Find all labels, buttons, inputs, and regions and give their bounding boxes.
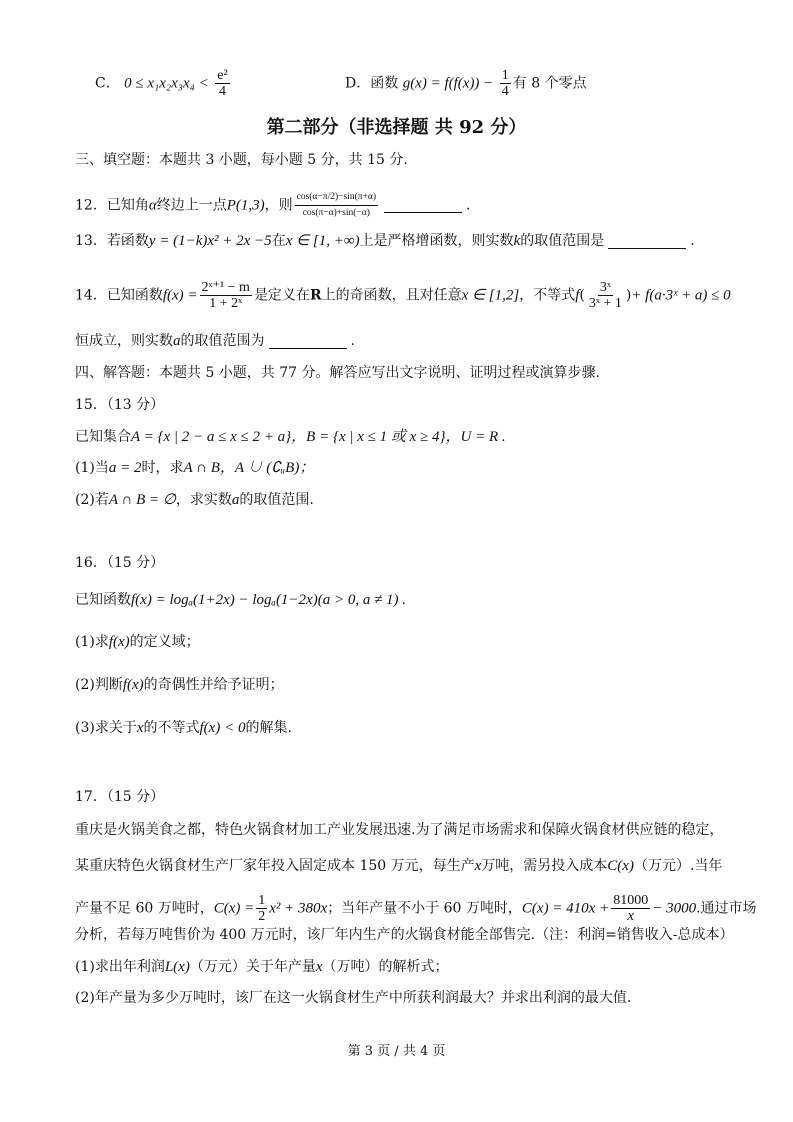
denominator: 4: [218, 84, 226, 99]
math-expr: 0 ≤ x₁x₂x₃x₄ <: [124, 75, 209, 92]
text: (1)求出年利润: [75, 959, 165, 975]
math: x ∈ [1,2]: [461, 287, 520, 304]
question-15-part1: [75, 458, 314, 478]
fraction: [200, 280, 252, 311]
text: ，不等式: [519, 287, 576, 304]
math: R: [309, 287, 322, 304]
numerator: 2ˣ⁺¹ − m: [201, 280, 250, 295]
text: 是定义在: [253, 287, 310, 304]
math: x: [136, 720, 144, 736]
text: .: [350, 333, 355, 349]
math: L(x): [164, 959, 190, 975]
numerator: 1: [501, 68, 509, 83]
math: f(x) =: [162, 287, 198, 304]
question-14: 14．已知函数f(x) = $\frac{\text{2ˣ⁺¹ − m}}{\text{1 + 2ˣ}}$ 是定义在R上的奇函数，且对任意x ∈ [1,2]，不等式f( $\frac{\text{3ˣ}}{\text{3ˣ + 1}}$ )+ f(a·3ˣ + a) ≤ 0: [75, 280, 731, 311]
math: f(x) < 0: [199, 720, 246, 736]
text: (2)若: [75, 492, 109, 508]
denominator: x: [627, 908, 635, 924]
question-17-title: 17．（15 分）: [75, 789, 165, 805]
math: A = {x | 2 − a ≤ x ≤ 2 + a}，B = {x | x ≤ 1 或 x ≥ 4}，U = R .: [131, 429, 506, 445]
text: （万元）关于年产量: [189, 959, 316, 975]
question-15-stem: [75, 427, 506, 447]
math: x: [474, 858, 482, 874]
text: 恒成立，则实数: [75, 333, 173, 349]
text: (1)当: [75, 460, 109, 476]
math: f(x): [122, 677, 144, 693]
math: A ∩ B，A ∪ (∁ᵤB)；: [183, 460, 315, 476]
math: x: [315, 959, 323, 975]
option-d: [345, 68, 587, 99]
denominator: 1 + 2ˣ: [209, 296, 243, 311]
question-17-line2: [75, 856, 722, 876]
math: x ∈ [1, +∞): [285, 233, 360, 249]
text: (1)求: [75, 634, 109, 650]
question-17-line1: 重庆是火锅美食之都，特色火锅食材加工产业发展迅速.为了满足市场需求和保障火锅食材供应链的稳定，: [75, 822, 724, 838]
numerator: 1: [258, 893, 266, 908]
text: 产量不足 60 万吨时，: [75, 900, 214, 917]
math: C(x) = 410x +: [521, 900, 610, 917]
question-16-stem: [75, 590, 406, 610]
text: 上的奇函数，且对任意: [321, 287, 462, 304]
text: 的取值范围.: [239, 492, 314, 508]
section-title: 第二部分（非选择题 共 92 分）: [266, 117, 527, 138]
text: 12．已知角: [75, 197, 149, 214]
math: + f(a·3ˣ + a) ≤ 0: [631, 287, 731, 304]
text: (3)求关于: [75, 720, 137, 736]
math: y = (1−k)x² + 2x −5: [148, 233, 272, 249]
fraction: [295, 190, 378, 221]
numerator: 3ˣ: [599, 280, 611, 295]
text: 有 8 个零点: [512, 75, 587, 92]
text: .: [690, 233, 695, 249]
text: (2)判断: [75, 677, 123, 693]
text: 的解集.: [245, 720, 292, 736]
denominator: 2: [258, 909, 266, 924]
math: f: [575, 287, 580, 304]
math: A ∩ B = ∅: [108, 492, 176, 508]
part4-heading: 四、解答题：本题共 5 小题，共 77 分。解答应写出文字说明、证明过程或演算步骤.: [75, 365, 600, 381]
math: C(x): [607, 858, 634, 874]
option-label: C．: [95, 75, 120, 92]
question-17-line4: 分析，若每万吨售价为 400 万元时，该厂年内生产的火锅食材能全部售完.（注：利润=销售收入-总成本）: [75, 927, 734, 943]
page-footer: 第 3 页 / 共 4 页: [347, 1044, 446, 1059]
text: 已知集合: [75, 429, 131, 445]
text: ，则: [264, 197, 293, 214]
text: 函数: [370, 75, 399, 92]
question-13: [75, 231, 695, 251]
math: k: [513, 233, 521, 249]
question-14-continued: [75, 331, 355, 351]
option-c: [95, 68, 232, 99]
text: 已知函数: [75, 592, 131, 608]
question-17-part2: (2)年产量为多少万吨时，该厂在这一火锅食材生产中所获利润最大？并求出利润的最大值.: [75, 990, 632, 1006]
text: （万吨）的解析式；: [322, 959, 449, 975]
question-15-title: 15．（13 分）: [75, 397, 165, 413]
numerator: 81000: [613, 893, 649, 908]
fraction: [500, 68, 511, 99]
math: f(x) = logₐ(1+2x) − logₐ(1−2x)(a > 0, a ≠ 1) .: [131, 592, 407, 608]
question-12: [75, 190, 470, 221]
text: 时，求: [141, 460, 184, 476]
text: 万吨，需另投入成本: [481, 858, 608, 874]
fraction: [587, 280, 624, 311]
option-label: D．: [345, 75, 371, 92]
text: 在: [271, 233, 286, 249]
answer-blank[interactable]: [608, 234, 686, 249]
answer-blank[interactable]: [384, 198, 462, 213]
math: a = 2: [108, 460, 142, 476]
numerator: e²: [217, 68, 228, 83]
math: α: [148, 197, 157, 214]
math: a: [173, 333, 181, 349]
text: 的取值范围是: [520, 233, 605, 249]
math: f(x): [108, 634, 130, 650]
text: 上是严格增函数，则实数: [359, 233, 514, 249]
denominator: 3ˣ + 1: [588, 296, 622, 311]
math: − 3000: [652, 900, 697, 917]
question-16-part3: [75, 718, 292, 738]
math: P(1,3): [226, 197, 265, 214]
question-16-title: 16．（15 分）: [75, 555, 165, 571]
denominator: cos(π−α)+sin(−α): [302, 208, 370, 218]
question-16-part1: [75, 632, 200, 652]
numerator: cos(α−π/2)−sin(π+α): [295, 190, 378, 206]
text: .: [466, 197, 471, 214]
denominator: 4: [501, 84, 509, 99]
math: x² + 380x: [269, 900, 328, 917]
part3-heading: 三、填空题：本题共 3 小题，每小题 5 分，共 15 分.: [75, 152, 408, 168]
text: 的奇偶性并给予证明；: [143, 677, 284, 693]
text: 某重庆特色火锅食材生产厂家年投入固定成本 150 万元，每生产: [75, 858, 475, 874]
text: 的取值范围为: [180, 333, 265, 349]
text: 的不等式: [143, 720, 200, 736]
text: （万元）.当年: [633, 858, 723, 874]
text: 14．已知函数: [75, 287, 163, 304]
question-16-part2: [75, 675, 284, 695]
fraction: [215, 68, 229, 99]
math-expr: g(x) = f(f(x)) −: [402, 75, 494, 92]
text: ；当年产量不小于 60 万吨时，: [327, 900, 522, 917]
math: a: [231, 492, 240, 508]
fraction: [256, 893, 267, 924]
question-17-line3: [75, 893, 757, 924]
question-15-part2: [75, 490, 314, 510]
math: C(x) =: [213, 900, 255, 917]
question-17-part1: [75, 957, 449, 977]
fraction: [611, 893, 650, 924]
text: 的定义域；: [129, 634, 200, 650]
text: 终边上一点: [156, 197, 227, 214]
text: .通过市场: [696, 900, 757, 917]
answer-blank[interactable]: [269, 334, 347, 349]
text: 13．若函数: [75, 233, 149, 249]
text: ，求实数: [175, 492, 232, 508]
